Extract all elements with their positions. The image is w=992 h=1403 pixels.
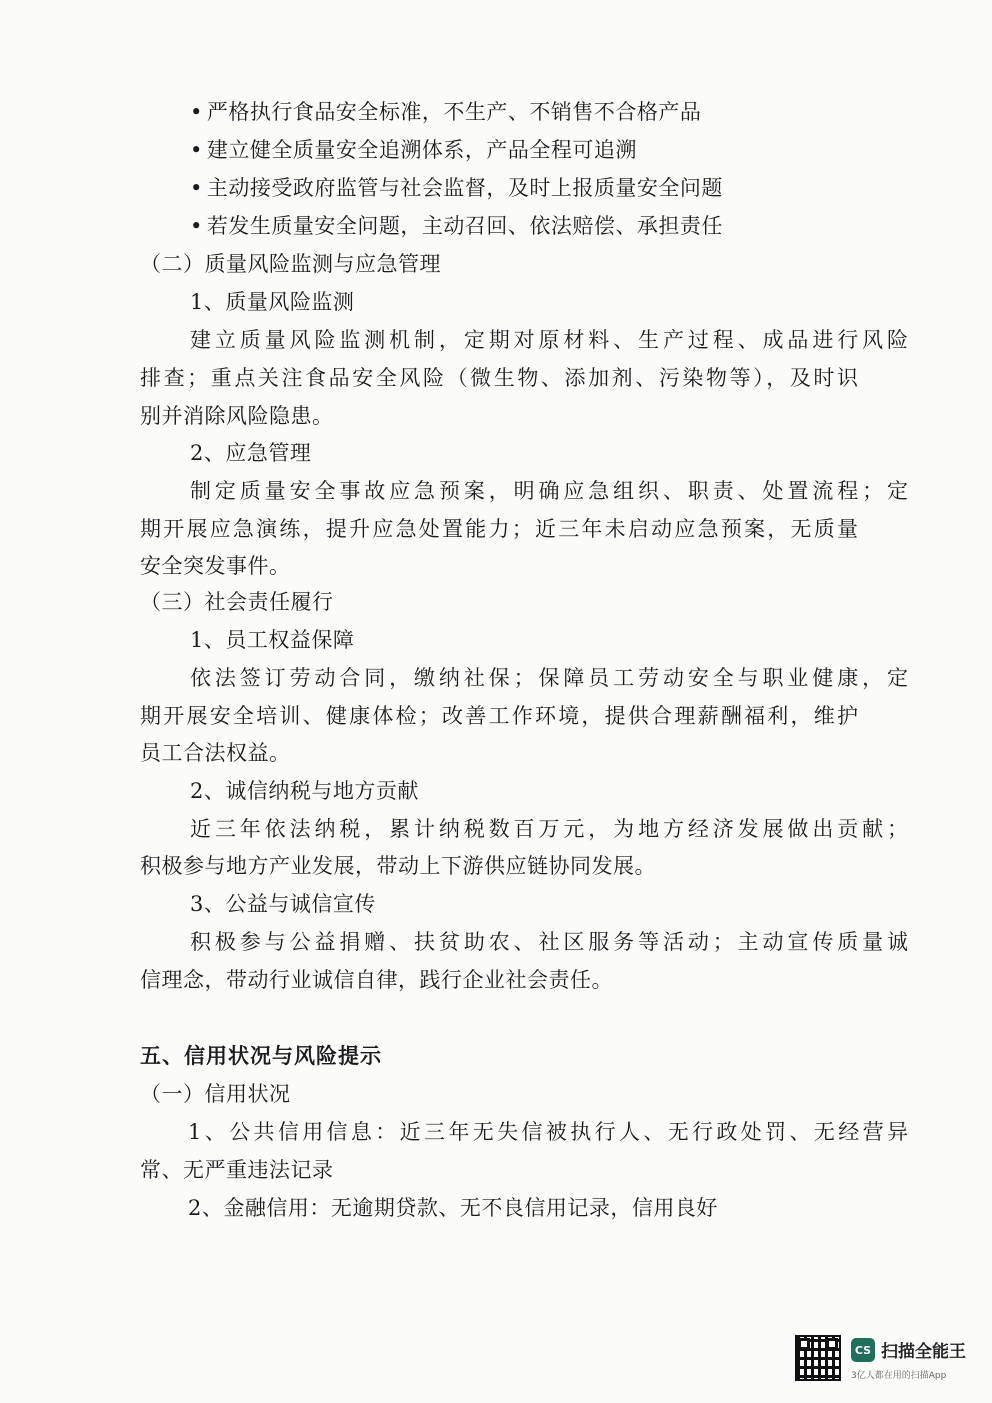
paragraph-line: 信理念，带动行业诚信自律，践行企业社会责任。 xyxy=(140,968,613,992)
bullet-text: 建立健全质量安全追溯体系，产品全程可追溯 xyxy=(206,138,637,162)
bullet-text: 严格执行食品安全标准，不生产、不销售不合格产品 xyxy=(206,100,702,124)
subsection-title: 2、诚信纳税与地方贡献 xyxy=(190,779,419,803)
bullet-item xyxy=(190,98,701,126)
section-heading: （一）信用状况 xyxy=(140,1082,291,1106)
paragraph-line: 安全突发事件。 xyxy=(140,554,291,578)
paragraph-line: 别并消除风险隐患。 xyxy=(140,404,334,428)
paragraph-line: 积极参与公益捐赠、扶贫助农、社区服务等活动；主动宣传质量诚 xyxy=(190,930,908,954)
subsection-title: 1、员工权益保障 xyxy=(190,628,355,652)
subsection-title: 1、质量风险监测 xyxy=(190,290,355,314)
subsection-title: 3、公益与诚信宣传 xyxy=(190,892,376,916)
qr-code-icon xyxy=(795,1335,841,1381)
section-heading: （二）质量风险监测与应急管理 xyxy=(140,252,441,276)
paragraph-line: 排查；重点关注食品安全风险（微生物、添加剂、污染物等），及时识 xyxy=(140,366,858,390)
section-heading: （三）社会责任履行 xyxy=(140,590,334,614)
bullet-dot: • xyxy=(190,138,203,162)
subsection-title: 2、应急管理 xyxy=(190,441,312,465)
bullet-item xyxy=(190,174,723,202)
bullet-dot: • xyxy=(190,176,203,200)
paragraph-line: 2、金融信用：无逾期贷款、无不良信用记录，信用良好 xyxy=(188,1196,718,1220)
bullet-text: 若发生质量安全问题，主动召回、依法赔偿、承担责任 xyxy=(206,214,723,238)
paragraph-line: 常、无严重违法记录 xyxy=(140,1158,334,1182)
paragraph-line: 积极参与地方产业发展，带动上下游供应链协同发展。 xyxy=(140,854,656,878)
chapter-heading: 五、信用状况与风险提示 xyxy=(140,1044,382,1068)
paragraph-line: 建立质量风险监测机制，定期对原材料、生产过程、成品进行风险 xyxy=(190,328,908,352)
brand-tagline: 3亿人都在用的扫描App xyxy=(851,1371,947,1381)
bullet-text: 主动接受政府监管与社会监督，及时上报质量安全问题 xyxy=(206,176,723,200)
bullet-item xyxy=(190,212,723,240)
bullet-dot: • xyxy=(190,214,203,238)
bullet-dot: • xyxy=(190,100,203,124)
camscanner-logo-icon: CS xyxy=(851,1338,875,1362)
paragraph-line: 制定质量安全事故应急预案，明确应急组织、职责、处置流程；定 xyxy=(190,479,908,503)
bullet-item xyxy=(190,136,637,164)
scanner-watermark xyxy=(795,1335,975,1390)
paragraph-line: 期开展安全培训、健康体检；改善工作环境，提供合理薪酬福利，维护 xyxy=(140,704,858,728)
paragraph-line: 期开展应急演练，提升应急处置能力；近三年未启动应急预案，无质量 xyxy=(140,517,858,541)
paragraph-line: 1、公共信用信息：近三年无失信被执行人、无行政处罚、无经营异 xyxy=(188,1120,908,1144)
paragraph-line: 近三年依法纳税，累计纳税数百万元，为地方经济发展做出贡献； xyxy=(190,817,908,841)
paragraph-line: 员工合法权益。 xyxy=(140,741,291,765)
paragraph-line: 依法签订劳动合同，缴纳社保；保障员工劳动安全与职业健康，定 xyxy=(190,666,908,690)
brand-name: 扫描全能王 xyxy=(881,1342,966,1362)
